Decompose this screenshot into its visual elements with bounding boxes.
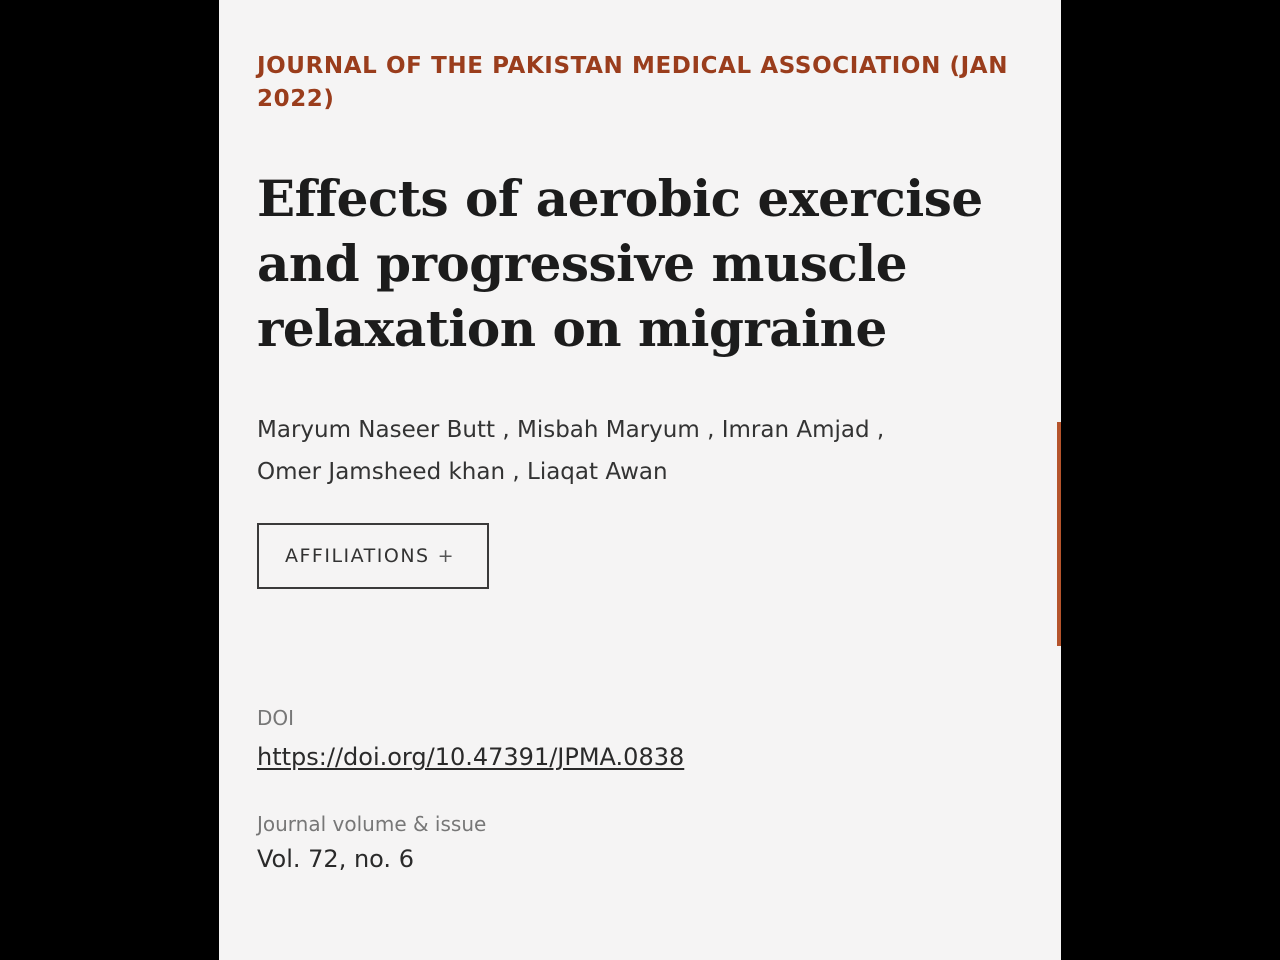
side-accent-bar (1057, 422, 1061, 646)
volume-issue-value: Vol. 72, no. 6 (257, 845, 414, 873)
article-page (219, 0, 1061, 960)
doi-value-wrap (257, 740, 684, 774)
journal-name[interactable]: JOURNAL OF THE PAKISTAN MEDICAL ASSOCIATION (JAN 2022) (257, 53, 1009, 112)
author-separator: , (869, 417, 885, 443)
author-4[interactable]: Omer Jamsheed khan (257, 459, 506, 485)
article-title: Effects of aerobic exercise and progressive muscle relaxation on migraine (257, 169, 983, 358)
doi-label: DOI (257, 706, 295, 730)
volume-issue-label: Journal volume & issue (257, 812, 487, 836)
doi-link[interactable]: https://doi.org/10.47391/JPMA.0838 (257, 743, 685, 771)
author-separator: , (699, 417, 722, 443)
author-separator: , (505, 459, 527, 485)
author-3[interactable]: Imran Amjad (721, 417, 870, 443)
affiliations-button[interactable] (257, 523, 489, 589)
volume-issue-section (257, 810, 486, 876)
plus-icon: + (437, 545, 456, 567)
doi-section (257, 704, 684, 774)
author-list (257, 409, 957, 493)
author-separator: , (495, 417, 517, 443)
affiliations-label: AFFILIATIONS (285, 545, 430, 567)
author-1[interactable]: Maryum Naseer Butt (257, 417, 496, 443)
author-5[interactable]: Liaqat Awan (527, 459, 668, 485)
author-2[interactable]: Misbah Maryum (516, 417, 700, 443)
article-header (257, 50, 1037, 589)
